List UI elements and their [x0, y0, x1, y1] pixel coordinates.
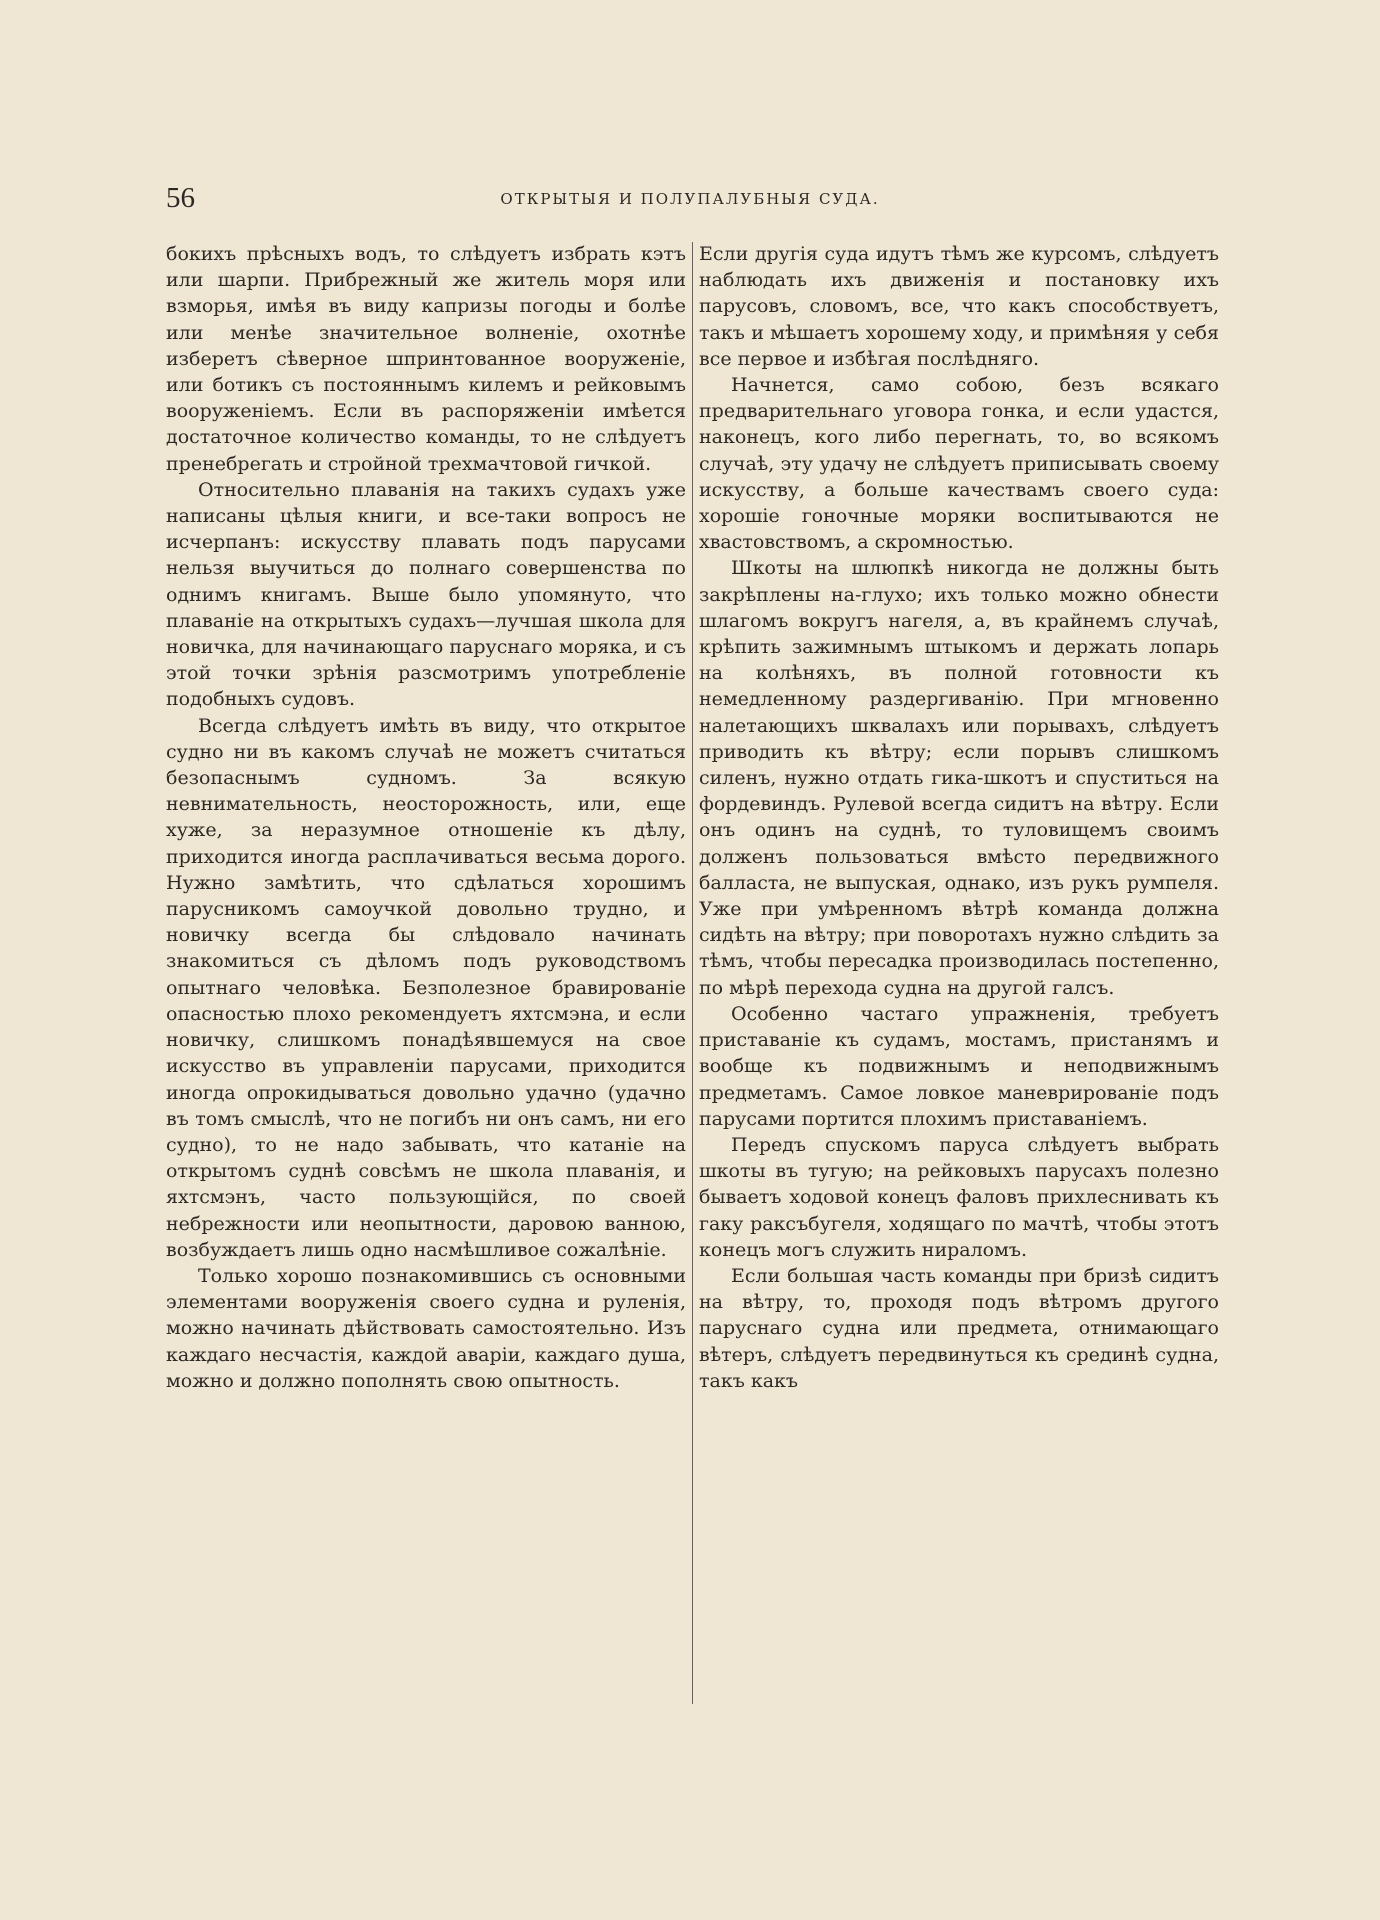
paragraph: Относительно плаванія на такихъ судахъ уже написаны цѣлыя книги, и все-таки вопросъ не исчерпанъ: искусству плавать подъ парусами нельзя выучиться до полнаго совершенства по однимъ книгамъ. Выше было упомянуто, что плаваніе на открытыхъ судахъ—лучшая школа для новичка, для начинающаго паруснаго моряка, и съ этой точки зрѣнія разсмотримъ употребленіе подобныхъ судовъ.	[166, 478, 686, 711]
left-column	[166, 241, 686, 1394]
right-column	[699, 241, 1219, 1394]
paragraph: Всегда слѣдуетъ имѣть въ виду, что открытое судно ни въ какомъ случаѣ не можетъ считаться безопаснымъ судномъ. За всякую невнимательность, неосторожность, или, еще хуже, за неразумное отношеніе къ дѣлу, приходится иногда расплачиваться весьма дорого. Нужно замѣтить, что сдѣлаться хорошимъ парусникомъ самоучкой довольно трудно, и новичку всегда бы слѣдовало начинать знакомиться съ дѣломъ подъ руководствомъ опытнаго человѣка. Безполезное бравированіе опасностью плохо рекомендуетъ яхтсмэна, и если новичку, слишкомъ понадѣявшемуся на свое искусство въ управленіи парусами, приходится иногда опрокидываться довольно удачно (удачно въ томъ смыслѣ, что не погибъ ни онъ самъ, ни его судно), то не надо забывать, что катаніе на открытомъ суднѣ совсѣмъ не школа плаванія, и яхтсмэнъ, часто пользующійся, по своей небрежности или неопытности, даровою ванною, возбуждаетъ лишь одно насмѣшливое сожалѣніе.	[166, 714, 686, 1261]
paragraph: Если большая часть команды при бризѣ сидитъ на вѣтру, то, проходя подъ вѣтромъ другого паруснаго судна или предмета, отнимающаго вѣтеръ, слѣдуетъ передвинуться къ срединѣ судна, такъ какъ	[699, 1264, 1219, 1392]
paragraph: бокихъ прѣсныхъ водъ, то слѣдуетъ избрать кэтъ или шарпи. Прибрежный же житель моря или взморья, имѣя въ виду капризы погоды и болѣе или менѣе значительное волненіе, охотнѣе изберетъ сѣверное шпринтованное вооруженіе, или ботикъ съ постояннымъ килемъ и рейковымъ вооруженіемъ. Если въ распоряженіи имѣется достаточное количество команды, то не слѣдуетъ пренебрегать и стройной трехмачтовой гичкой.	[166, 243, 686, 475]
paragraph: Начнется, само собою, безъ всякаго предварительнаго уговора гонка, и если удастся, наконецъ, кого либо перегнать, то, во всякомъ случаѣ, эту удачу не слѣдуетъ приписывать своему искусству, а больше качествамъ своего суда: хорошіе гоночные моряки воспитываются не хвастовствомъ, а скромностью.	[699, 374, 1219, 554]
paragraph: Особенно частаго упражненія, требуетъ приставаніе къ судамъ, мостамъ, пристанямъ и вообще къ подвижнымъ и неподвижнымъ предметамъ. Самое ловкое маневрированіе подъ парусами портится плохимъ приставаніемъ.	[699, 1002, 1219, 1130]
running-title: ОТКРЫТЫЯ И ПОЛУПАЛУБНЫЯ СУДА.	[500, 190, 880, 208]
paragraph: Шкоты на шлюпкѣ никогда не должны быть закрѣплены на-глухо; ихъ только можно обнести шлагомъ вокругъ нагеля, а, въ крайнемъ случаѣ, крѣпить зажимнымъ штыкомъ и держать лопарь на колѣняхъ, въ полной готовности къ немедленному раздергиванію. При мгновенно налетающихъ шквалахъ или порывахъ, слѣдуетъ приводить къ вѣтру; если порывъ слишкомъ силенъ, нужно отдать гика-шкотъ и спуститься на фордевиндъ. Рулевой всегда сидитъ на вѣтру. Если онъ одинъ на суднѣ, то туловищемъ своимъ долженъ пользоваться вмѣсто передвижного балласта, не выпуская, однако, изъ рукъ румпеля. Уже при умѣренномъ вѣтрѣ команда должна сидѣть на вѣтру; при поворотахъ нужно слѣдить за тѣмъ, чтобы пересадка производилась постепенно, по мѣрѣ перехода судна на другой галсъ.	[699, 557, 1219, 999]
page-number: 56	[166, 182, 195, 214]
column-divider	[692, 242, 693, 1704]
paragraph: Только хорошо познакомившись съ основными элементами вооруженія своего судна и руленія, можно начинать дѣйствовать самостоятельно. Изъ каждаго несчастія, каждой аваріи, каждаго душа, можно и должно пополнять свою опытность.	[166, 1264, 686, 1392]
running-head	[166, 178, 1214, 218]
paragraph: Если другія суда идутъ тѣмъ же курсомъ, слѣдуетъ наблюдать ихъ движенія и постановку ихъ парусовъ, словомъ, все, что какъ способствуетъ, такъ и мѣшаетъ хорошему ходу, и примѣняя у себя все первое и избѣгая послѣдняго.	[699, 243, 1219, 370]
paragraph: Передъ спускомъ паруса слѣдуетъ выбрать шкоты въ тугую; на рейковыхъ парусахъ полезно бываетъ ходовой конецъ фаловъ прихлеснивать къ гаку раксъбугеля, ходящаго по мачтѣ, чтобы этотъ конецъ могъ служить нираломъ.	[699, 1133, 1219, 1261]
